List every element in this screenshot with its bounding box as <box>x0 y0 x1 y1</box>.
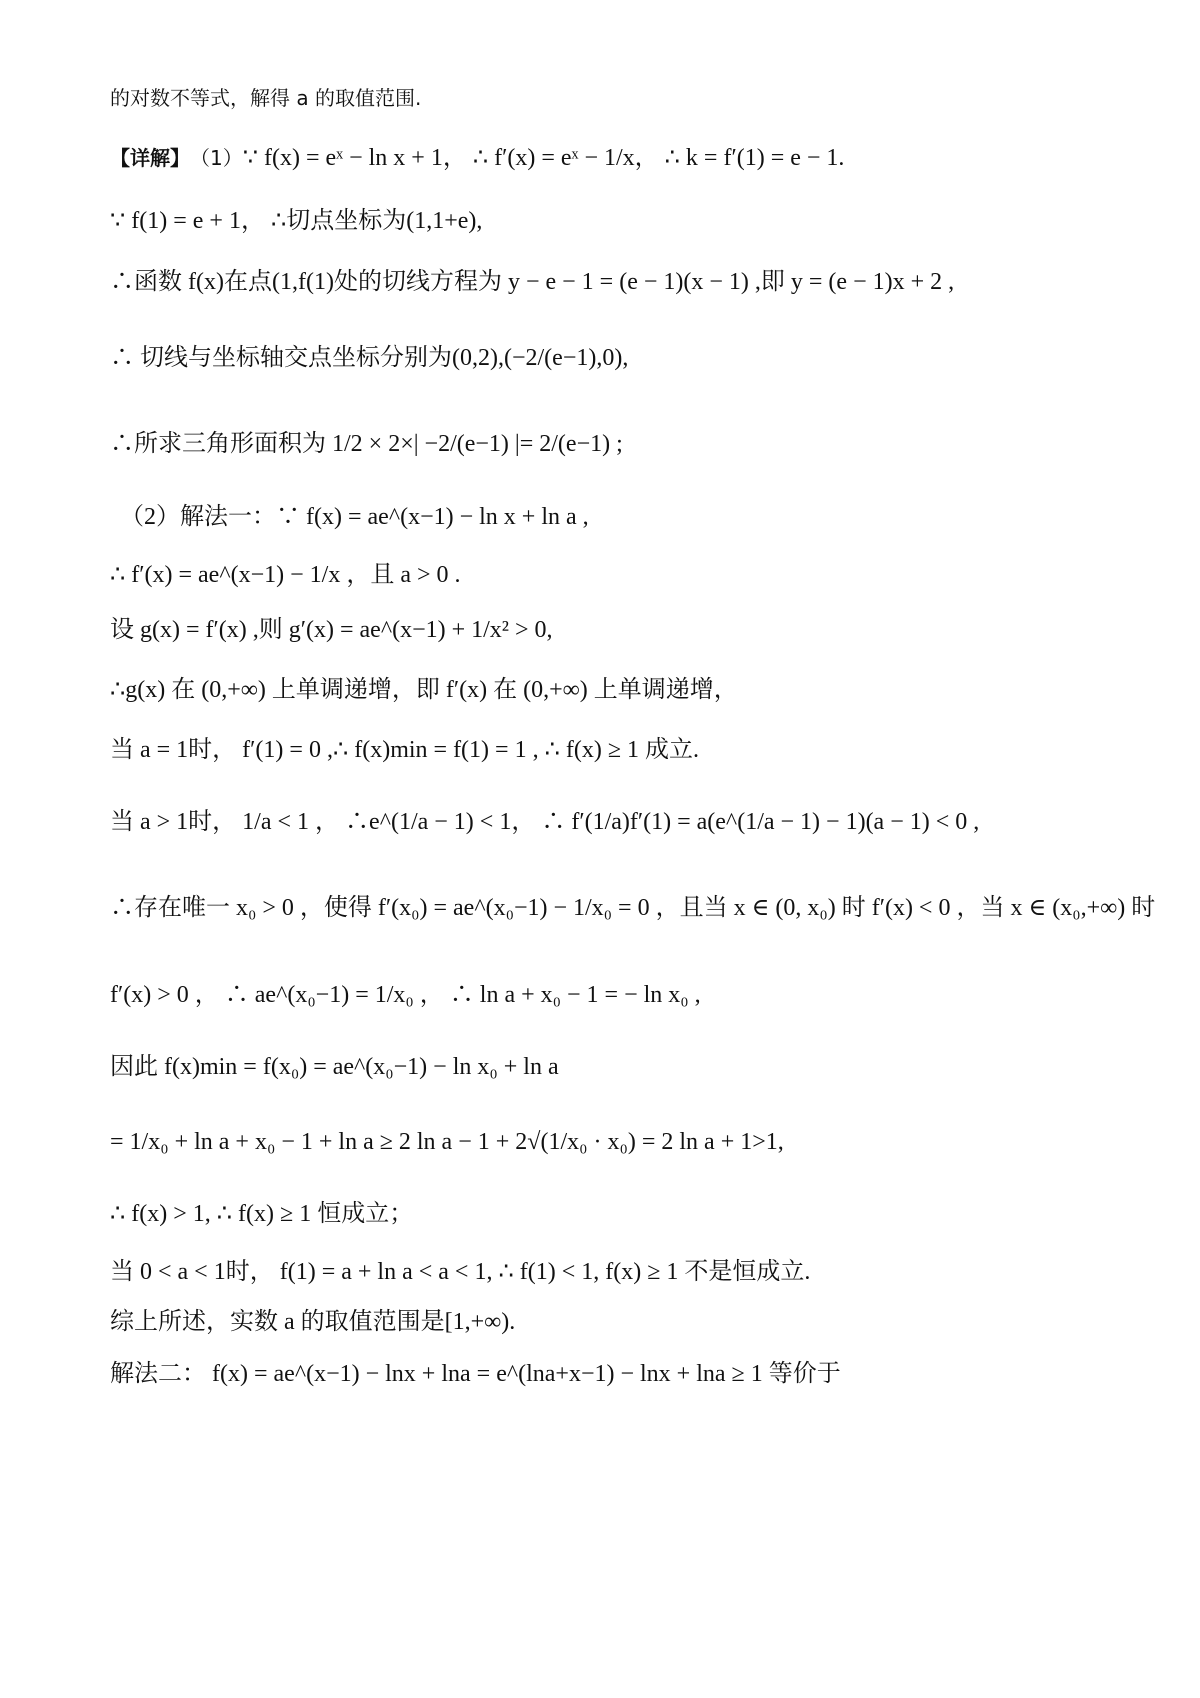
formula-g-def: 设 g(x) = f′(x) ,则 g′(x) = ae^(x−1) + 1/x² > 0, <box>110 617 553 643</box>
formula-triangle-area: ∴所求三角形面积为 1/2 × 2×| −2/(e−1) |= 2/(e−1) ; <box>110 431 623 457</box>
text-line-7 <box>120 505 1120 529</box>
text-line-3 <box>110 209 1120 233</box>
text-line-14 <box>110 983 1120 1007</box>
formula-summary: 综上所述，实数 a 的取值范围是[1,+∞). <box>110 1309 516 1335</box>
formula-derivative-k: ∵ f(x) = eˣ − ln x + 1， ∴ f′(x) = eˣ − 1/x， ∴ k = f′(1) = e − 1. <box>242 145 845 171</box>
text-line-8 <box>110 563 1120 587</box>
formula-part2-f: （2）解法一：∵ f(x) = ae^(x−1) − ln x + ln a , <box>120 504 589 530</box>
formula-tangent-line: ∴函数 f(x)在点(1,f(1)处的切线方程为 y − e − 1 = (e − 1)(x − 1) ,即 y = (e − 1)x + 2 , <box>110 269 955 295</box>
text-line-6 <box>110 432 1120 456</box>
formula-case-a-gt-1: 当 a > 1时， 1/a < 1 ， ∴e^(1/a − 1) < 1， ∴ f′(1/a)f′(1) = a(e^(1/a − 1) − 1)(a − 1) < 0 , <box>110 809 980 835</box>
formula-method-2: 解法二： f(x) = ae^(x−1) − lnx + lna = e^(lna+x−1) − lnx + lna ≥ 1 等价于 <box>110 1361 841 1387</box>
formula-tangent-point: ∵ f(1) = e + 1， ∴切点坐标为(1,1+e), <box>110 208 483 234</box>
text-line-15 <box>110 1055 1120 1079</box>
text-line-13 <box>110 895 1156 921</box>
formula-case-a-eq-1: 当 a = 1时， f′(1) = 0 ,∴ f(x)min = f(1) = 1 , ∴ f(x) ≥ 1 成立. <box>110 737 699 763</box>
text-line-17 <box>110 1202 1120 1226</box>
text-line-5 <box>110 346 1120 370</box>
formula-conclusion-1: ∴ f(x) > 1, ∴ f(x) ≥ 1 恒成立； <box>110 1201 414 1227</box>
formula-unique-x0: ∴存在唯一 x₀ > 0 ，使得 f′(x₀) = ae^(x₀−1) − 1/x₀ = 0 ，且当 x ∈ (0, x₀) 时 f′(x) < 0 ，当 x ∈ (x₀,+∞) 时 <box>110 895 1156 921</box>
formula-x0-relation: f′(x) > 0 ， ∴ ae^(x₀−1) = 1/x₀ ， ∴ ln a + x₀ − 1 = − ln x₀ , <box>110 982 701 1008</box>
text-line-1 <box>110 88 1120 108</box>
formula-am-gm: = 1/x₀ + ln a + x₀ − 1 + ln a ≥ 2 ln a − 1 + 2√(1/x₀ · x₀) = 2 ln a + 1>1, <box>110 1129 784 1155</box>
text-line-2 <box>110 146 1120 170</box>
text-line-12 <box>110 810 1120 834</box>
text-line-16 <box>110 1130 1120 1154</box>
detail-tag: 【详解】 <box>110 146 190 170</box>
formula-case-a-lt-1: 当 0 < a < 1时， f(1) = a + ln a < a < 1, ∴ f(1) < 1, f(x) ≥ 1 不是恒成立. <box>110 1259 811 1285</box>
text-line-18 <box>110 1260 1120 1284</box>
formula-part2-fprime: ∴ f′(x) = ae^(x−1) − 1/x ，且 a > 0 . <box>110 562 461 588</box>
text-line-19 <box>110 1310 1120 1334</box>
text-intro: 的对数不等式，解得 a 的取值范围. <box>110 86 422 110</box>
text-line-9 <box>110 618 1120 642</box>
formula-monotone: ∴g(x) 在 (0,+∞) 上单调递增，即 f′(x) 在 (0,+∞) 上单调递增， <box>110 677 738 703</box>
part-label-1: （1） <box>190 146 243 170</box>
text-line-20 <box>110 1362 1120 1386</box>
text-line-10 <box>110 678 1120 702</box>
text-line-11 <box>110 738 1120 762</box>
formula-fmin: 因此 f(x)min = f(x₀) = ae^(x₀−1) − ln x₀ + ln a <box>110 1054 559 1080</box>
formula-intercepts: ∴ 切线与坐标轴交点坐标分别为(0,2),(−2/(e−1),0), <box>110 345 629 371</box>
text-line-4 <box>110 270 1120 294</box>
